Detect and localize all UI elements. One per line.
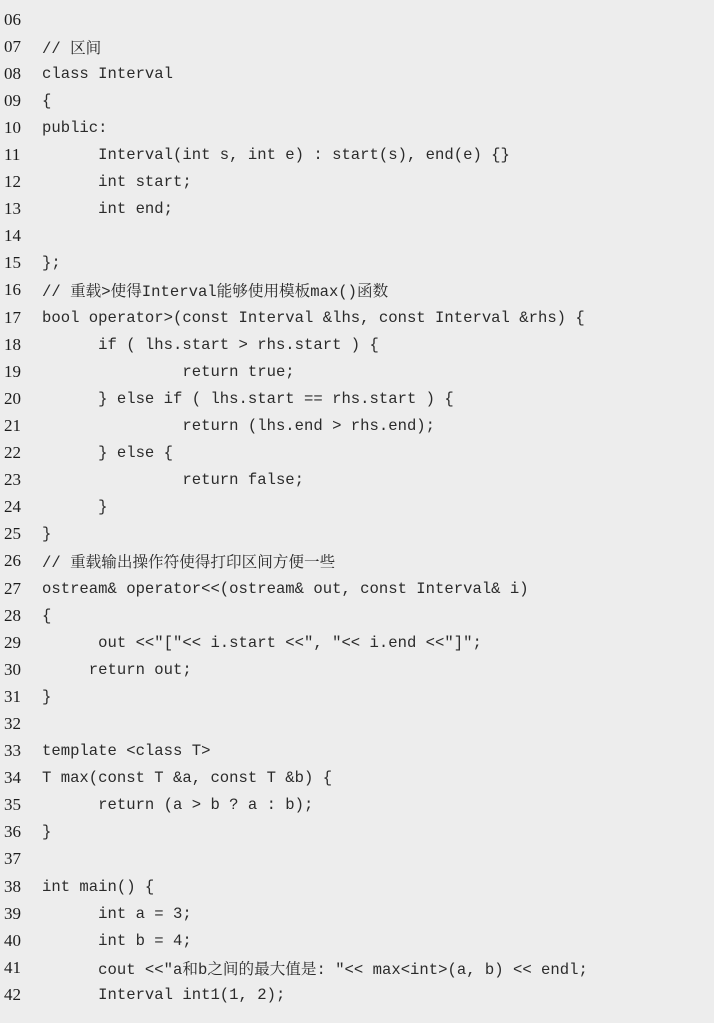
line-number: 08 xyxy=(4,63,21,83)
code-line xyxy=(0,738,714,765)
code-line xyxy=(0,33,714,60)
line-number: 15 xyxy=(4,253,21,273)
code-line xyxy=(0,385,714,412)
code-text: // 区间 xyxy=(42,39,102,58)
line-number: 18 xyxy=(4,334,21,354)
code-line xyxy=(0,548,714,575)
line-number: 30 xyxy=(4,659,21,679)
code-text: int end; xyxy=(42,200,174,219)
code-text: { xyxy=(42,91,52,110)
code-line xyxy=(0,114,714,141)
code-line xyxy=(0,954,714,981)
code-line xyxy=(0,6,714,33)
code-line xyxy=(0,710,714,737)
code-text: // 重载>使得Interval能够使用模板max()函数 xyxy=(42,283,389,302)
code-line xyxy=(0,440,714,467)
code-line xyxy=(0,575,714,602)
line-number: 24 xyxy=(4,497,21,517)
code-line xyxy=(0,331,714,358)
line-number: 32 xyxy=(4,713,21,733)
code-text: Interval int1(1, 2); xyxy=(42,985,286,1004)
code-line xyxy=(0,900,714,927)
line-number: 39 xyxy=(4,903,21,923)
line-number: 37 xyxy=(4,849,21,869)
code-text: { xyxy=(42,606,52,625)
line-number: 25 xyxy=(4,524,21,544)
code-line xyxy=(0,141,714,168)
code-text: return false; xyxy=(42,471,305,490)
code-line xyxy=(0,629,714,656)
code-line xyxy=(0,792,714,819)
code-line xyxy=(0,358,714,385)
line-number: 13 xyxy=(4,199,21,219)
line-number: 36 xyxy=(4,822,21,842)
code-text: cout <<"a和b之间的最大值是: "<< max<int>(a, b) << endl; xyxy=(42,960,588,979)
code-text: } xyxy=(42,823,52,842)
line-number: 35 xyxy=(4,795,21,815)
code-line xyxy=(0,846,714,873)
line-number: 14 xyxy=(4,226,21,246)
code-line xyxy=(0,765,714,792)
code-line xyxy=(0,494,714,521)
line-number: 22 xyxy=(4,443,21,463)
code-text: return true; xyxy=(42,362,295,381)
line-number: 41 xyxy=(4,957,21,977)
code-text: public: xyxy=(42,118,108,137)
code-line xyxy=(0,169,714,196)
line-number: 29 xyxy=(4,632,21,652)
code-line xyxy=(0,819,714,846)
line-number: 16 xyxy=(4,280,21,300)
code-line xyxy=(0,683,714,710)
code-text: return (a > b ? a : b); xyxy=(42,796,314,815)
line-number: 09 xyxy=(4,90,21,110)
line-number: 27 xyxy=(4,578,21,598)
line-number: 17 xyxy=(4,307,21,327)
code-line xyxy=(0,223,714,250)
code-text: out <<"["<< i.start <<", "<< i.end <<"]"; xyxy=(42,633,482,652)
code-line xyxy=(0,87,714,114)
line-number: 10 xyxy=(4,117,21,137)
code-text: } xyxy=(42,525,52,544)
code-listing xyxy=(0,6,714,1008)
line-number: 19 xyxy=(4,361,21,381)
code-line xyxy=(0,250,714,277)
line-number: 07 xyxy=(4,36,21,56)
line-number: 20 xyxy=(4,388,21,408)
line-number: 42 xyxy=(4,984,21,1004)
line-number: 28 xyxy=(4,605,21,625)
code-text: // 重载输出操作符使得打印区间方便一些 xyxy=(42,554,336,573)
line-number: 11 xyxy=(4,145,21,165)
code-line xyxy=(0,656,714,683)
code-text: T max(const T &a, const T &b) { xyxy=(42,769,333,788)
code-line xyxy=(0,602,714,629)
code-line xyxy=(0,277,714,304)
line-number: 38 xyxy=(4,876,21,896)
code-line xyxy=(0,467,714,494)
line-number: 34 xyxy=(4,768,21,788)
code-line xyxy=(0,927,714,954)
line-number: 40 xyxy=(4,930,21,950)
code-text: int main() { xyxy=(42,877,155,896)
code-text: if ( lhs.start > rhs.start ) { xyxy=(42,335,379,354)
line-number: 23 xyxy=(4,470,21,490)
code-text: Interval(int s, int e) : start(s), end(e) {} xyxy=(42,146,510,165)
code-text: int start; xyxy=(42,173,192,192)
line-number: 06 xyxy=(4,9,21,29)
line-number: 12 xyxy=(4,172,21,192)
code-text: return out; xyxy=(42,660,192,679)
line-number: 33 xyxy=(4,741,21,761)
code-text: } else { xyxy=(42,444,174,463)
code-text: } xyxy=(42,687,52,706)
code-text: bool operator>(const Interval &lhs, const Interval &rhs) { xyxy=(42,308,585,327)
code-text: class Interval xyxy=(42,64,174,83)
line-number: 21 xyxy=(4,415,21,435)
line-number: 31 xyxy=(4,686,21,706)
code-text: } xyxy=(42,498,108,517)
code-line xyxy=(0,60,714,87)
code-line xyxy=(0,196,714,223)
code-line xyxy=(0,521,714,548)
code-text: template <class T> xyxy=(42,742,211,761)
code-line xyxy=(0,304,714,331)
code-text: return (lhs.end > rhs.end); xyxy=(42,416,436,435)
code-line xyxy=(0,981,714,1008)
code-line xyxy=(0,412,714,439)
code-text: } else if ( lhs.start == rhs.start ) { xyxy=(42,389,454,408)
code-text: ostream& operator<<(ostream& out, const Interval& i) xyxy=(42,579,529,598)
code-text: int b = 4; xyxy=(42,931,192,950)
line-number: 26 xyxy=(4,551,21,571)
code-text: int a = 3; xyxy=(42,904,192,923)
code-text: }; xyxy=(42,254,61,273)
code-line xyxy=(0,873,714,900)
